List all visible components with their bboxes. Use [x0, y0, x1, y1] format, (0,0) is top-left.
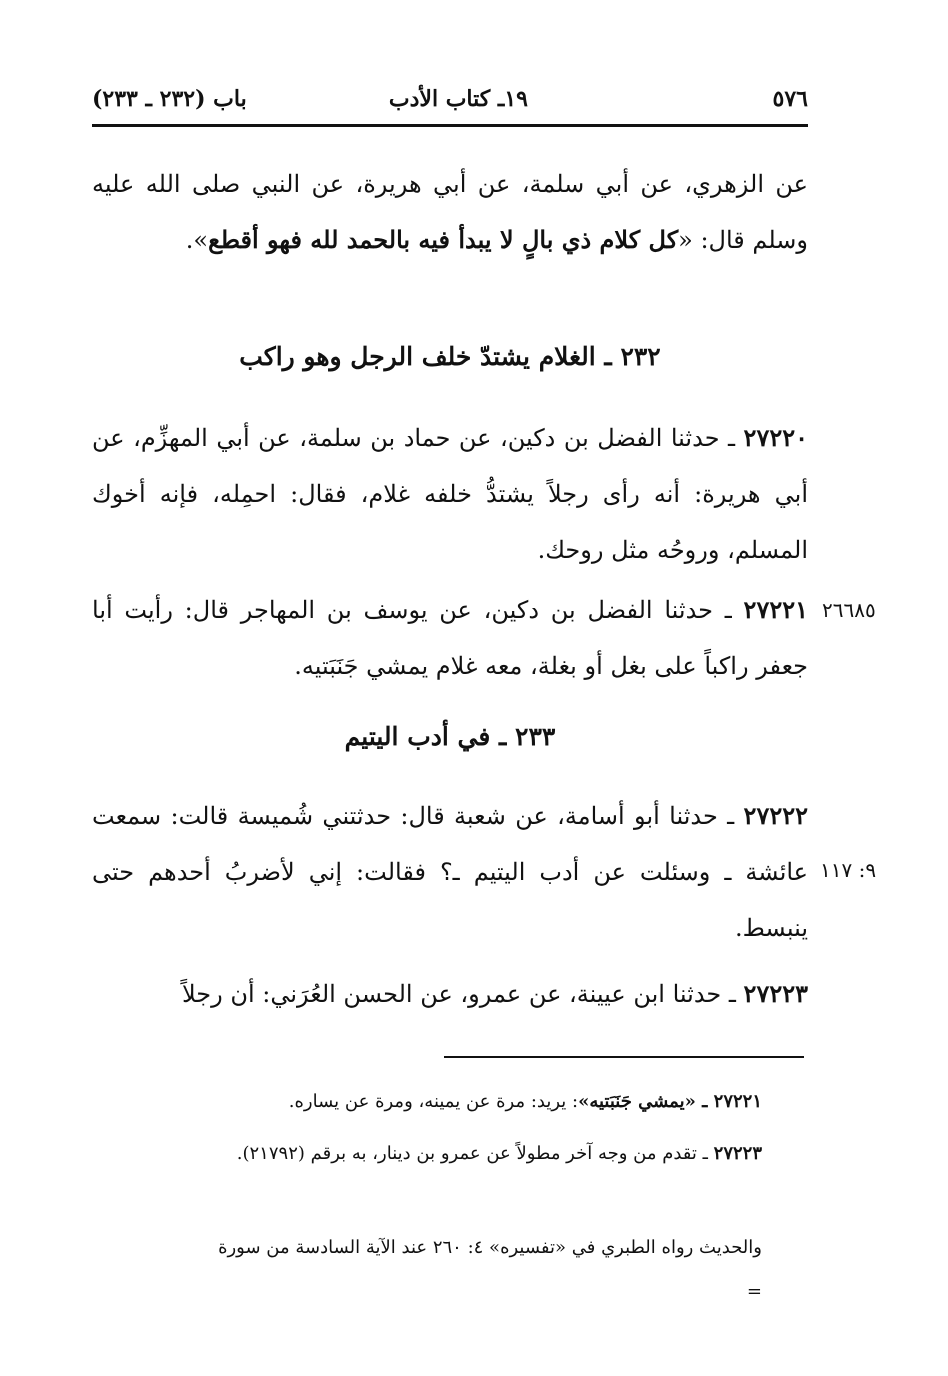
section-233-title: ٢٣٣ ـ في أدب اليتيم — [344, 722, 556, 751]
hadith-27223 — [92, 966, 808, 1022]
footnote-tabari — [92, 1226, 762, 1314]
footnote-text: ـ تقدم من وجه آخر مطولاً عن عمرو بن دينار، به برقم (٢١٧٩٢). — [236, 1143, 714, 1164]
hadith-number: ٢٧٢٢٢ — [743, 801, 808, 830]
hadith-number: ٢٧٢٢٠ — [743, 423, 808, 452]
section-232-title: ٢٣٢ ـ الغلام يشتدّ خلف الرجل وهو راكب — [239, 342, 661, 371]
footnote-rule — [444, 1056, 804, 1058]
hadith-number: ٢٧٢٢٣ — [743, 979, 808, 1008]
margin-reference: ٩: ١١٧ — [820, 858, 877, 882]
header-rule — [92, 124, 808, 127]
footnote-number: ٢٧٢٢١ — [713, 1091, 762, 1112]
hadith-text: ـ حدثنا الفضل بن دكين، عن يوسف بن المهاجر قال: رأيت أبا جعفر راكباً على بغل أو بغلة، معه غلام يمشي جَنَبَتيه. — [92, 596, 808, 680]
margin-reference: ٢٦٦٨٥ — [822, 598, 876, 622]
page-header — [92, 82, 808, 122]
hadith-27222 — [92, 788, 808, 956]
hadith-27221 — [92, 582, 808, 694]
hadith-text: ـ حدثنا ابن عيينة، عن عمرو، عن الحسن العُرَني: أن رجلاً — [181, 980, 744, 1008]
footnote-27223 — [92, 1132, 762, 1176]
page-number: ٥٧٦ — [772, 86, 808, 112]
chapter-range: باب (٢٣٢ ـ ٢٣٣) — [92, 86, 247, 112]
intro-text: عن الزهري، عن أبي سلمة، عن أبي هريرة، عن النبي صلى الله عليه وسلم قال: « — [92, 170, 808, 254]
footnote-text: : يريد: مرة عن يمينه، ومرة عن يساره. — [288, 1091, 579, 1112]
footnote-text: والحديث رواه الطبري في «تفسيره» ٤: ٢٦٠ عند الآية السادسة من سورة — [218, 1237, 762, 1258]
hadith-number: ٢٧٢٢١ — [743, 595, 808, 624]
footnote-27221 — [92, 1080, 762, 1124]
hadith-27220 — [92, 410, 808, 578]
intro-paragraph — [92, 156, 808, 268]
footnote-continuation: = — [746, 1281, 762, 1302]
intro-end: ». — [185, 226, 209, 254]
hadith-text: ـ حدثنا الفضل بن دكين، عن حماد بن سلمة، عن أبي المهزِّم، عن أبي هريرة: أنه رأى رجلاً يشتدُّ خلفه غلام، فقال: احمِله، فإنه أخوك المسلم، وروحُه مثل روحك. — [92, 424, 808, 564]
intro-quote: كل كلام ذي بالٍ لا يبدأ فيه بالحمد لله فهو أقطع — [208, 225, 679, 254]
footnote-number: ٢٧٢٢٣ — [713, 1143, 762, 1164]
book-title: ١٩ـ كتاب الأدب — [388, 86, 528, 112]
footnote-label: ـ «يمشي جَنَبَتيه» — [578, 1091, 714, 1112]
hadith-text: ـ حدثنا أبو أسامة، عن شعبة قال: حدثتني شُميسة قالت: سمعت عائشة ـ وسئلت عن أدب اليتيم ـ؟ فقالت: إني لأضربُ أحدهم حتى ينبسط. — [92, 802, 809, 942]
